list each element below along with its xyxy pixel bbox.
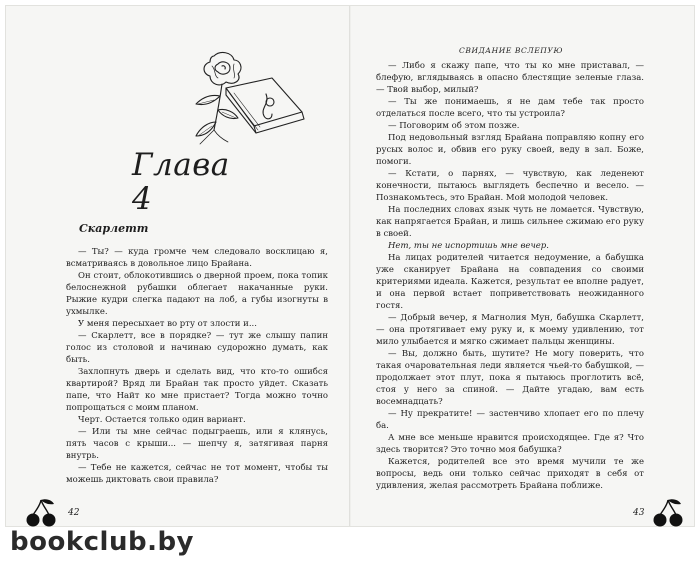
paragraph: — Ну прекратите! — застенчиво хлопает его по плечу ба. xyxy=(376,409,644,431)
paragraph: Черт. Остается только один вариант. xyxy=(78,415,246,425)
paragraph: — Или ты мне сейчас подыграешь, или я клянусь, пять часов с крыши... — шепчу я, затягивая парня внутрь. xyxy=(66,427,328,461)
pov-heading: Скарлетт xyxy=(79,222,149,235)
page-number: 42 xyxy=(68,508,80,518)
paragraph: — Ты? — куда громче чем следовало восклицаю я, всматриваясь в довольное лицо Брайана. xyxy=(66,247,328,269)
right-page-body xyxy=(376,60,644,492)
bookclub-watermark: bookclub.by xyxy=(10,527,195,557)
chapter-title: Глава 4 xyxy=(132,147,230,217)
paragraph: На лицах родителей читается недоумение, а бабушка уже сканирует Брайана на совпадения со своими критериями идеала. Кажется, результат ее вполне радует, и она первой встает поприветствовать неожиданного гостя. xyxy=(376,253,644,311)
paragraph: — Тебе не кажется, сейчас не тот момент, чтобы ты можешь диктовать свои правила? xyxy=(66,463,328,485)
left-page-body xyxy=(66,246,328,486)
paragraph: Он стоит, облокотившись о дверной проем, пока топик белоснежной рубашки облегает накачанные руки. Рыжие кудри слегка падают на лоб, а губы изогнуты в ухмылке. xyxy=(66,271,328,317)
cherry-icon xyxy=(651,498,685,528)
book-spread xyxy=(6,6,694,526)
left-page xyxy=(6,6,349,526)
paragraph: — Либо я скажу папе, что ты ко мне приставал, — блефую, вглядываясь в опасно блестящие зеленые глаза. — Твой выбор, милый? xyxy=(376,61,644,95)
paragraph: — Кстати, о парнях, — чувствую, как леденеют конечности, пытаюсь выглядеть беспечно и весело. — Познакомьтесь, это Брайан. Мой молодой человек. xyxy=(376,169,644,203)
paragraph: У меня пересыхает во рту от злости и... xyxy=(78,319,257,329)
page-number: 43 xyxy=(633,508,645,518)
paragraph: Под недовольный взгляд Брайана поправляю копну его русых волос и, обвив его руку своей, веду в зал. Боже, помоги. xyxy=(376,133,644,167)
paragraph: — Поговорим об этом позже. xyxy=(388,121,520,131)
flower-book-illustration xyxy=(174,50,324,148)
paragraph: Кажется, родителей все это время мучили те же вопросы, ведь они только сейчас приходят в себя от удивления, желая рассмотреть Брайана поближе. xyxy=(376,457,644,491)
paragraph: — Скарлетт, все в порядке? — тут же слышу папин голос из столовой и начинаю судорожно думать, как быть. xyxy=(66,331,328,365)
paragraph: Захлопнуть дверь и сделать вид, что кто-то ошибся квартирой? Вряд ли Брайан так просто уйдет. Сказать папе, что Найт ко мне пристает? Тогда можно точно попрощаться с моим планом. xyxy=(66,367,328,413)
paragraph: — Вы, должно быть, шутите? Не могу поверить, что такая очаровательная леди является чьей-то бабушкой, — продолжает этот плут, пока я пытаюсь проглотить всё, стоя у него за спиной. — Дайте угадаю, вам есть восемнадцать? xyxy=(376,349,644,407)
paragraph: А мне все меньше нравится происходящее. Где я? Что здесь творится? Это точно моя бабушка? xyxy=(376,433,644,455)
right-page xyxy=(351,6,694,526)
paragraph: Нет, ты не испортишь мне вечер. xyxy=(388,241,549,251)
running-head: СВИДАНИЕ ВСЛЕПУЮ xyxy=(459,46,564,55)
paragraph: — Ты же понимаешь, я не дам тебе так просто отделаться после всего, что ты устроила? xyxy=(376,97,644,119)
paragraph: — Добрый вечер, я Магнолия Мун, бабушка Скарлетт, — она протягивает ему руку и, к моему удивлению, тот мило улыбается и мягко сжимает пальцы женщины. xyxy=(376,313,644,347)
cherry-icon xyxy=(24,498,58,528)
paragraph: На последних словах язык чуть не ломается. Чувствую, как напрягается Брайан, и лишь сильнее сжимаю его руку в своей. xyxy=(376,205,644,239)
